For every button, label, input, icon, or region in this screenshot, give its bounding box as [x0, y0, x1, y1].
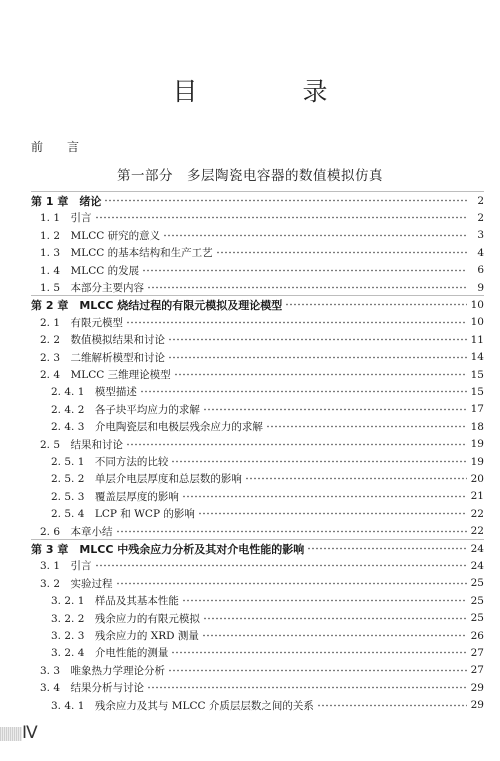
toc-entry-page: 10	[470, 316, 484, 329]
toc-leader-dots	[142, 266, 467, 275]
toc-entry-page: 18	[470, 420, 484, 433]
toc-leader-dots	[147, 283, 467, 292]
toc-entry-page: 21	[470, 490, 484, 503]
toc-entry-page: 27	[470, 664, 484, 677]
toc-entry-page: 15	[470, 385, 484, 398]
toc-leader-dots	[174, 370, 467, 379]
toc-entry-label: 2. 4 MLCC 三维理论模型	[40, 369, 171, 381]
page-edge-bar	[0, 727, 22, 741]
toc-section-row	[51, 627, 484, 644]
toc-entry-label: 3. 2. 4 介电性能的测量	[51, 647, 169, 660]
toc-entry-label: 2. 2 数值模拟结果和讨论	[40, 334, 166, 347]
toc-entry-page: 29	[470, 699, 484, 712]
toc-leader-dots	[168, 335, 467, 344]
toc-entry-page: 24	[470, 542, 484, 555]
toc-entry-label: 2. 5 结果和讨论	[40, 438, 124, 451]
toc-entry-label: 1. 2 MLCC 研究的意义	[40, 229, 161, 242]
toc-entry-label: 1. 3 MLCC 的基本结构和生产工艺	[40, 247, 213, 260]
toc-entry-page: 14	[470, 351, 484, 364]
toc-entry-label: 1. 4 MLCC 的发展	[40, 264, 140, 277]
part-heading: 第一部分 多层陶瓷电容器的数值模拟仿真	[117, 168, 383, 184]
chapter-divider	[31, 191, 484, 192]
toc-entry-page: 22	[470, 525, 484, 538]
toc-entry-page: 3	[477, 229, 484, 242]
toc-entry-page: 17	[470, 403, 484, 416]
toc-entry-page: 20	[470, 472, 484, 485]
toc-leader-dots	[202, 631, 467, 640]
toc-entry-page: 11	[470, 333, 484, 346]
toc-section-row	[51, 470, 484, 487]
toc-leader-dots	[266, 422, 467, 431]
toc-leader-dots	[163, 231, 467, 240]
toc-section-row	[51, 453, 484, 470]
toc-section-row	[51, 401, 484, 418]
chapter-divider	[31, 539, 484, 540]
toc-section-row	[40, 244, 484, 261]
toc-section-row	[40, 575, 484, 592]
toc-entry-page: 25	[470, 594, 484, 607]
toc-leader-dots	[168, 666, 467, 675]
toc-entry-page: 26	[470, 629, 484, 642]
toc-chapter-row	[31, 296, 484, 313]
toc-leader-dots	[182, 492, 467, 501]
toc-section-row	[40, 209, 484, 226]
toc-leader-dots	[307, 544, 467, 553]
toc-section-row	[40, 436, 484, 453]
toc-leader-dots	[245, 474, 467, 483]
toc-leader-dots	[126, 440, 467, 449]
toc-entry-label: 3. 2 实验过程	[40, 577, 113, 590]
toc-entry-page: 24	[470, 559, 484, 572]
toc-entry-label: 3. 4. 1 残余应力及其与 MLCC 介质层层数之间的关系	[51, 699, 314, 712]
toc-leader-dots	[147, 683, 467, 692]
toc-entry-label: 第 1 章 绪论	[31, 194, 102, 208]
toc-leader-dots	[95, 561, 467, 570]
toc-section-row	[40, 679, 484, 696]
toc-entry-page: 2	[477, 211, 484, 224]
toc-section-row	[51, 697, 484, 714]
toc-entry-page: 29	[470, 681, 484, 694]
toc-leader-dots	[216, 248, 467, 257]
toc-entry-label: 3. 3 唯象热力学理论分析	[40, 664, 166, 677]
toc-entry-label: 2. 4. 1 模型描述	[51, 386, 137, 399]
toc-title: 目 录	[172, 77, 368, 106]
toc-section-row	[51, 383, 484, 400]
toc-leader-dots	[140, 387, 467, 396]
toc-section-row	[40, 366, 484, 383]
toc-entry-page: 2	[477, 194, 484, 207]
toc-section-row	[40, 523, 484, 540]
toc-section-row	[40, 331, 484, 348]
toc-section-row	[40, 557, 484, 574]
toc-entry-label: 2. 4. 3 介电陶瓷层和电极层残余应力的求解	[51, 421, 263, 434]
toc-leader-dots	[285, 300, 467, 309]
toc-entry-page: 10	[470, 298, 484, 311]
toc-entry-label: 2. 4. 2 各子块平均应力的求解	[51, 403, 200, 416]
toc-entry-page: 15	[470, 368, 484, 381]
toc-entry-label: 2. 5. 1 不同方法的比较	[51, 456, 169, 468]
chapter-divider	[31, 295, 484, 296]
toc-section-row	[40, 349, 484, 366]
toc-entry-label: 1. 5 本部分主要内容	[40, 282, 145, 294]
toc-entry-label: 第 2 章 MLCC 烧结过程的有限元模拟及理论模型	[31, 298, 283, 312]
toc-leader-dots	[317, 701, 467, 710]
toc-leader-dots	[168, 353, 467, 362]
toc-entry-page: 27	[470, 646, 484, 659]
toc-leader-dots	[104, 196, 467, 205]
toc-section-row	[40, 314, 484, 331]
toc-entry-label: 3. 1 引言	[40, 560, 92, 573]
toc-section-row	[51, 610, 484, 627]
toc-entry-page: 4	[477, 246, 484, 259]
toc-leader-dots	[116, 579, 467, 588]
toc-leader-dots	[203, 405, 467, 414]
toc-entry-label: 第 3 章 MLCC 中残余应力分析及其对介电性能的影响	[31, 542, 305, 556]
toc-entry-label: 2. 5. 2 单层介电层厚度和总层数的影响	[51, 473, 242, 486]
toc-leader-dots	[198, 509, 467, 518]
toc-leader-dots	[116, 527, 467, 536]
toc-section-row	[51, 592, 484, 609]
toc-chapter-row	[31, 540, 484, 557]
toc-section-row	[51, 488, 484, 505]
toc-entry-label: 1. 1 引言	[40, 212, 92, 225]
toc-leader-dots	[95, 213, 467, 222]
toc-entry-page: 6	[477, 264, 484, 277]
toc-entry-label: 2. 5. 3 覆盖层厚度的影响	[51, 490, 179, 503]
toc-section-row	[51, 418, 484, 435]
toc-leader-dots	[182, 596, 467, 605]
toc-entry-page: 25	[470, 577, 484, 590]
toc-entry-page: 19	[470, 438, 484, 451]
toc-entry-label: 2. 5. 4 LCP 和 WCP 的影响	[51, 508, 195, 521]
toc-entry-label: 3. 2. 3 残余应力的 XRD 测量	[51, 630, 199, 642]
toc-leader-dots	[171, 457, 467, 466]
toc-section-row	[51, 505, 484, 522]
toc-leader-dots	[171, 648, 467, 657]
page-number: Ⅳ	[22, 723, 38, 743]
toc-section-row	[40, 662, 484, 679]
toc-section-row	[40, 262, 484, 279]
toc-chapter-row	[31, 192, 484, 209]
toc-entry-page: 25	[470, 612, 484, 625]
toc-entry-page: 22	[470, 507, 484, 520]
toc-leader-dots	[126, 318, 467, 327]
toc-entry-label: 3. 2. 1 样品及其基本性能	[51, 595, 179, 608]
toc-section-row	[40, 279, 484, 296]
toc-leader-dots	[203, 614, 467, 623]
toc-section-row	[40, 227, 484, 244]
toc-entry-label: 3. 2. 2 残余应力的有限元模拟	[51, 612, 200, 625]
toc-entry-page: 9	[477, 281, 484, 294]
toc-entry-label: 2. 6 本章小结	[40, 525, 113, 538]
toc-entry-page: 19	[470, 455, 484, 468]
toc-entry-label: 2. 1 有限元模型	[40, 316, 124, 329]
preface-entry: 前 言	[31, 140, 86, 154]
toc-entry-label: 3. 4 结果分析与讨论	[40, 682, 145, 695]
toc-entry-label: 2. 3 二维解析模型和讨论	[40, 351, 166, 364]
toc-section-row	[51, 644, 484, 661]
